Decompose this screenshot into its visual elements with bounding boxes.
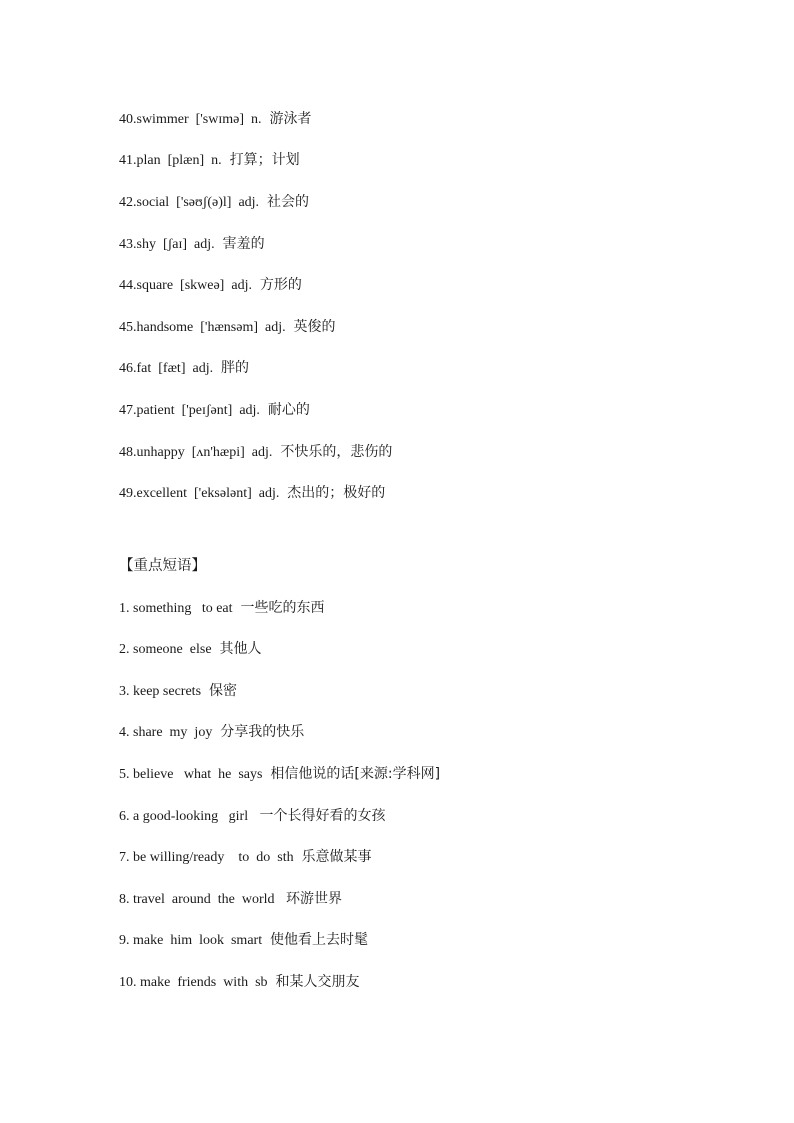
phrase-english: 3. keep secrets [119,684,205,699]
phrase-chinese: 其他人 [215,641,262,657]
phrase-item [119,848,372,867]
vocab-chinese: 胖的 [216,360,250,376]
phrase-chinese: 一些吃的东西 [236,600,325,616]
phrase-item [119,807,386,826]
section-heading: 【重点短语】 [119,558,206,574]
phrase-chinese: 和某人交朋友 [271,974,360,990]
vocab-chinese: 不快乐的，悲伤的 [275,444,393,460]
vocab-chinese: 社会的 [262,194,309,210]
phrase-english: 2. someone else [119,642,216,657]
vocab-chinese: 打算；计划 [225,152,300,168]
vocab-item [119,151,300,170]
phrase-chinese: 分享我的快乐 [215,724,305,740]
phrase-chinese: 保密 [204,683,237,699]
vocab-item [119,484,385,503]
vocab-english: 41.plan [plæn] n. [119,153,226,168]
vocab-item [119,276,302,295]
phrase-english: 6. a good-looking girl [119,809,256,824]
phrase-item [119,599,325,618]
vocab-english: 42.social ['səʊʃ(ə)l] adj. [119,195,263,210]
phrase-english: 4. share my joy [119,725,216,740]
vocab-item [119,193,309,212]
vocab-item [119,235,265,254]
vocab-item [119,110,311,129]
vocab-english: 48.unhappy [ʌn'hæpi] adj. [119,445,276,460]
vocab-english: 45.handsome ['hænsəm] adj. [119,320,290,335]
phrase-english: 1. something to eat [119,601,237,616]
vocab-chinese: 英俊的 [289,319,336,335]
vocab-english: 40.swimmer ['swɪmə] n. [119,112,266,127]
phrase-item [119,973,359,992]
phrase-english: 8. travel around the world [119,892,282,907]
vocab-chinese: 游泳者 [265,111,312,127]
phrase-english: 9. make him look smart [119,933,266,948]
phrase-english: 7. be willing/ready to do sth [119,850,298,865]
vocab-english: 44.square [skweə] adj. [119,278,256,293]
vocab-chinese: 害羞的 [218,236,265,252]
vocab-english: 49.excellent ['eksələnt] adj. [119,486,283,501]
phrase-item [119,890,342,909]
phrase-item [119,765,440,784]
vocab-item [119,401,310,420]
vocab-item [119,443,392,462]
phrase-item [119,931,368,950]
vocab-item [119,318,336,337]
vocab-english: 47.patient ['peɪʃənt] adj. [119,403,264,418]
vocab-chinese: 耐心的 [263,402,310,418]
phrase-item [119,723,304,742]
phrase-chinese: 环游世界 [281,891,342,907]
vocab-english: 43.shy [ʃaɪ] adj. [119,237,219,252]
phrase-item [119,682,237,701]
phrase-item [119,640,261,659]
phrase-chinese: 一个长得好看的女孩 [255,808,386,824]
vocab-english: 46.fat [fæt] adj. [119,361,217,376]
phrase-chinese: 使他看上去时髦 [265,932,369,948]
vocab-item [119,359,249,378]
phrase-chinese: 相信他说的话[来源:学科网] [265,766,441,782]
vocab-chinese: 杰出的；极好的 [282,485,386,501]
phrase-english: 10. make friends with sb [119,975,272,990]
phrase-chinese: 乐意做某事 [297,849,372,865]
vocab-chinese: 方形的 [255,277,302,293]
phrase-english: 5. believe what he says [119,767,266,782]
